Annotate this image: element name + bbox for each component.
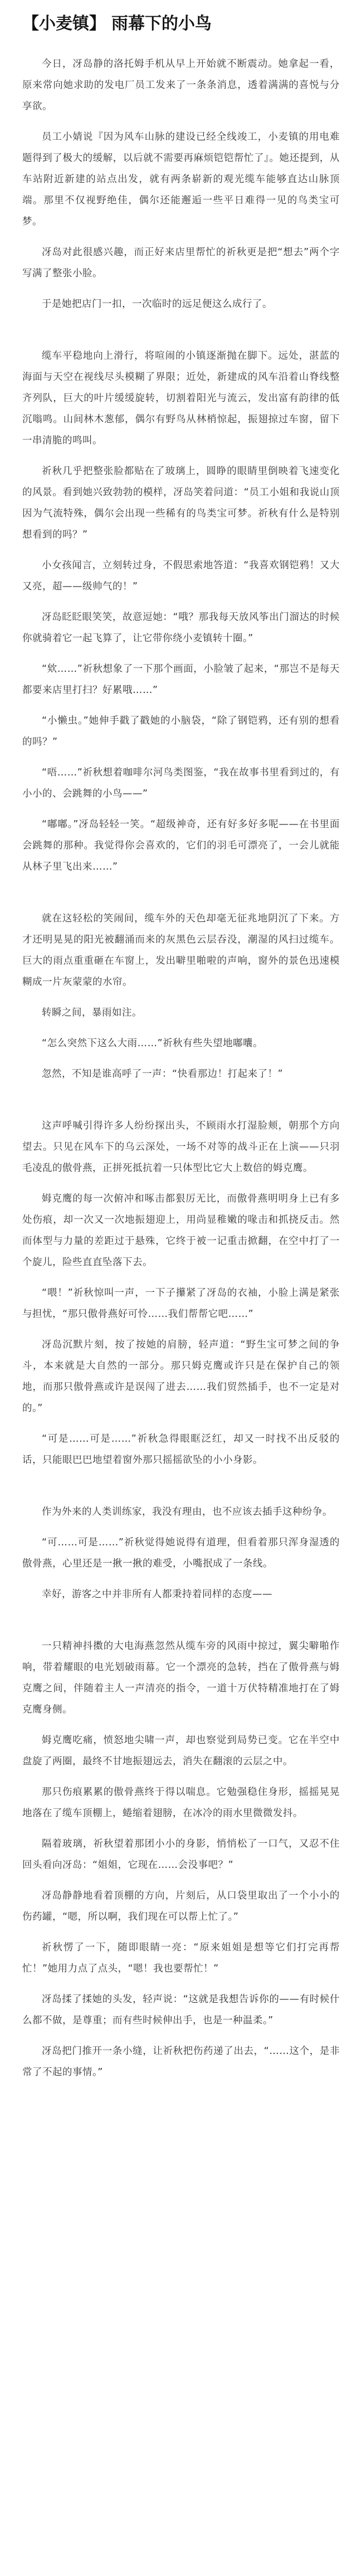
paragraph: 小女孩闻言，立刻转过身，不假思索地答道：“我喜欢钢铠鸦！又大又亮，超——级帅气的！” — [22, 560, 340, 592]
paragraph: 姆克鹰的每一次俯冲和啄击都狠厉无比，而傲骨燕明明身上已有多处伤痕，却一次又一次地振翅迎上，用尚显稚嫩的喙击和抓挠反击。然而体型与力量的差距过于悬殊，它终于被一记重击掀翻，在空中打了一个旋儿，险些直直坠落下去。 — [22, 1193, 340, 1268]
paragraph: 祈秋几乎把整张脸都贴在了玻璃上，圆睁的眼睛里倒映着飞速变化的风景。看到她兴致勃勃的模样，冴岛笑着问道：“员工小姐和我说山顶因为气流特殊，偶尔会出现一些稀有的鸟类宝可梦。祈秋有什么是特别想看到的吗？” — [22, 466, 340, 540]
section-intro — [22, 53, 340, 315]
section-gap — [22, 1614, 340, 1636]
paragraph: 幸好，游客之中并非所有人都秉持着同样的态度—— — [42, 1589, 272, 1600]
section-battle — [22, 1115, 340, 1471]
paragraph: 于是她把店门一扣，一次临时的远足便这么成行了。 — [42, 299, 272, 310]
paragraph: 冴岛静静地看着顶棚的方向，片刻后，从口袋里取出了一个小小的伤药罐，“嗯，所以啊，我们现在可以帮上忙了。” — [22, 1890, 340, 1923]
paragraph: 那只伤痕累累的傲骨燕终于得以喘息。它勉强稳住身形，摇摇晃晃地落在了缆车顶棚上，蜷缩着翅膀，在冰冷的雨水里微微发抖。 — [22, 1787, 340, 1819]
section-storm — [22, 908, 340, 1085]
section-gap — [22, 887, 340, 908]
paragraph: 作为外来的人类训练家，我没有理由，也不应该去插手这种纷争。 — [42, 1506, 332, 1518]
paragraph: 冴岛揉了揉她的头发，轻声说：“这就是我想告诉你的——有时候什么都不做，是尊重；而有些时候伸出手，也是一种温柔。” — [22, 1994, 340, 2026]
paragraph: 就在这轻松的笑闹间，缆车外的天色却毫无征兆地阴沉了下来。方才还明晃晃的阳光被翻涌而来的灰黑色云层吞没，潮湿的风扫过缆车。巨大的雨点重重砸在车窗上，发出噼里啪啦的声响，窗外的景色迅速模糊成一片灰蒙蒙的水帘。 — [22, 913, 340, 988]
paragraph: 冴岛沉默片刻，按了按她的肩膀，轻声道：“野生宝可梦之间的争斗，本来就是大自然的一部分。那只姆克鹰或许只是在保护自己的领地，而那只傲骨燕或许是误闯了进去……我们贸然插手，也不一定是对的。” — [22, 1339, 340, 1414]
paragraph: “欸……”祈秋想象了一下那个画面，小脸皱了起来，“那岂不是每天都要来店里打扫？好累哦……” — [22, 663, 340, 696]
paragraph: 今日，冴岛静的洛托姆手机从早上开始就不断震动。她拿起一看，原来常向她求助的发电厂员工发来了一条条消息，透着满满的喜悦与分享欲。 — [22, 58, 340, 112]
paragraph: “喂！”祈秋惊叫一声，一下子攥紧了冴岛的衣袖，小脸上满是紧张与担忧，“那只傲骨燕好可怜……我们帮帮它吧……” — [22, 1287, 340, 1320]
section-rescue — [22, 1636, 340, 2083]
paragraph: “小懒虫。”她伸手戳了戳她的小脑袋，“除了钢铠鸦，还有别的想看的吗？” — [22, 715, 340, 748]
section-gap — [22, 1094, 340, 1115]
paragraph: “可……可是……”祈秋觉得她说得有道理，但看着那只浑身湿透的傲骨燕，心里还是一揪一揪的难受，小嘴抿成了一条线。 — [22, 1537, 340, 1569]
paragraph: 姆克鹰吃痛，愤怒地尖啸一声，却也察觉到局势已变。它在半空中盘旋了两圈，最终不甘地振翅远去，消失在翻滚的云层之中。 — [22, 1735, 340, 1767]
paragraph: 冴岛把门推开一条小缝，让祈秋把伤药递了出去，“……这个，是非常了不起的事情。” — [22, 2046, 340, 2078]
paragraph: 缆车平稳地向上滑行，将喧闹的小镇逐渐抛在脚下。远处，湛蓝的海面与天空在视线尽头模糊了界限；近处，新建成的风车沿着山脊线整齐列队，巨大的叶片缓缓旋转，切割着阳光与流云，发出富有韵律的低沉嗡鸣。山间林木葱郁，偶尔有野鸟从林梢惊起，振翅掠过车窗，留下一串清脆的鸣叫。 — [22, 350, 340, 446]
paragraph: “可是……可是……”祈秋急得眼眶泛红，却又一时找不出反驳的话，只能眼巴巴地望着窗外那只摇摇欲坠的小小身影。 — [22, 1433, 340, 1466]
paragraph: 祈秋愣了一下，随即眼睛一亮：“原来姐姐是想等它们打完再帮忙！”她用力点了点头，“嗯！我也要帮忙！” — [22, 1942, 340, 1974]
section-gap — [22, 324, 340, 345]
article-title — [22, 12, 340, 36]
paragraph: “怎么突然下这么大雨……”祈秋有些失望地嘟囔。 — [42, 1038, 263, 1049]
section-reflection — [22, 1501, 340, 1605]
paragraph: “唔……”祈秋想着咖啡尔河鸟类图鉴，“我在故事书里看到过的，有小小的、会跳舞的小鸟——” — [22, 767, 340, 799]
paragraph: 一只精神抖擞的大电海燕忽然从缆车旁的风雨中掠过，翼尖噼啪作响，带着耀眼的电光划破雨幕。它一个漂亮的急转，挡在了傲骨燕与姆克鹰之间，伴随着主人一声清亮的指令，一道十万伏特精准地打在了姆克鹰身侧。 — [22, 1641, 340, 1715]
paragraph: “嘟嘟。”冴岛轻轻一笑。“超级神奇，还有好多好多呢——在书里面会跳舞的那种。我觉得你会喜欢的，它们的羽毛可漂亮了，一会儿就能从林子里飞出来……” — [22, 819, 340, 872]
section-cable-car — [22, 345, 340, 877]
paragraph: 转瞬之间，暴雨如注。 — [42, 1007, 142, 1018]
title-tag: 【小麦镇】 — [22, 14, 106, 33]
section-gap — [22, 1480, 340, 1501]
paragraph: 冴岛眨眨眼笑笑，故意逗她：“哦？那我每天放风筝出门溜达的时候你就骑着它一起飞算了，让它带你绕小麦镇转十圈。” — [22, 612, 340, 644]
paragraph: 这声呼喊引得许多人纷纷探出头，不顾雨水打湿脸颊，朝那个方向望去。只见在风车下的乌云深处，一场不对等的战斗正在上演——只羽毛凌乱的傲骨燕，正拼死抵抗着一只体型比它大上数倍的姆克鹰。 — [22, 1120, 340, 1174]
paragraph: 忽然，不知是谁高呼了一声：“快看那边！打起来了！” — [42, 1069, 283, 1080]
paragraph: 隔着玻璃，祈秋望着那团小小的身影，悄悄松了一口气，又忍不住回头看向冴岛：“姐姐，它现在……会没事吧？” — [22, 1838, 340, 1871]
title-text: 雨幕下的小鸟 — [111, 14, 212, 33]
paragraph: 冴岛对此很感兴趣，而正好来店里帮忙的祈秋更是把“想去”两个字写满了整张小脸。 — [22, 247, 340, 279]
paragraph: 员工小婧说『因为风车山脉的建设已经全线竣工，小麦镇的用电难题得到了极大的缓解，以后就不需要再麻烦铠铠帮忙了』。她还提到，从车站附近新建的站点出发，就有两条崭新的观光缆车能够直达山脉顶端。那里不仅视野绝佳，偶尔还能邂逅一些平日难得一见的鸟类宝可梦。 — [22, 131, 340, 227]
